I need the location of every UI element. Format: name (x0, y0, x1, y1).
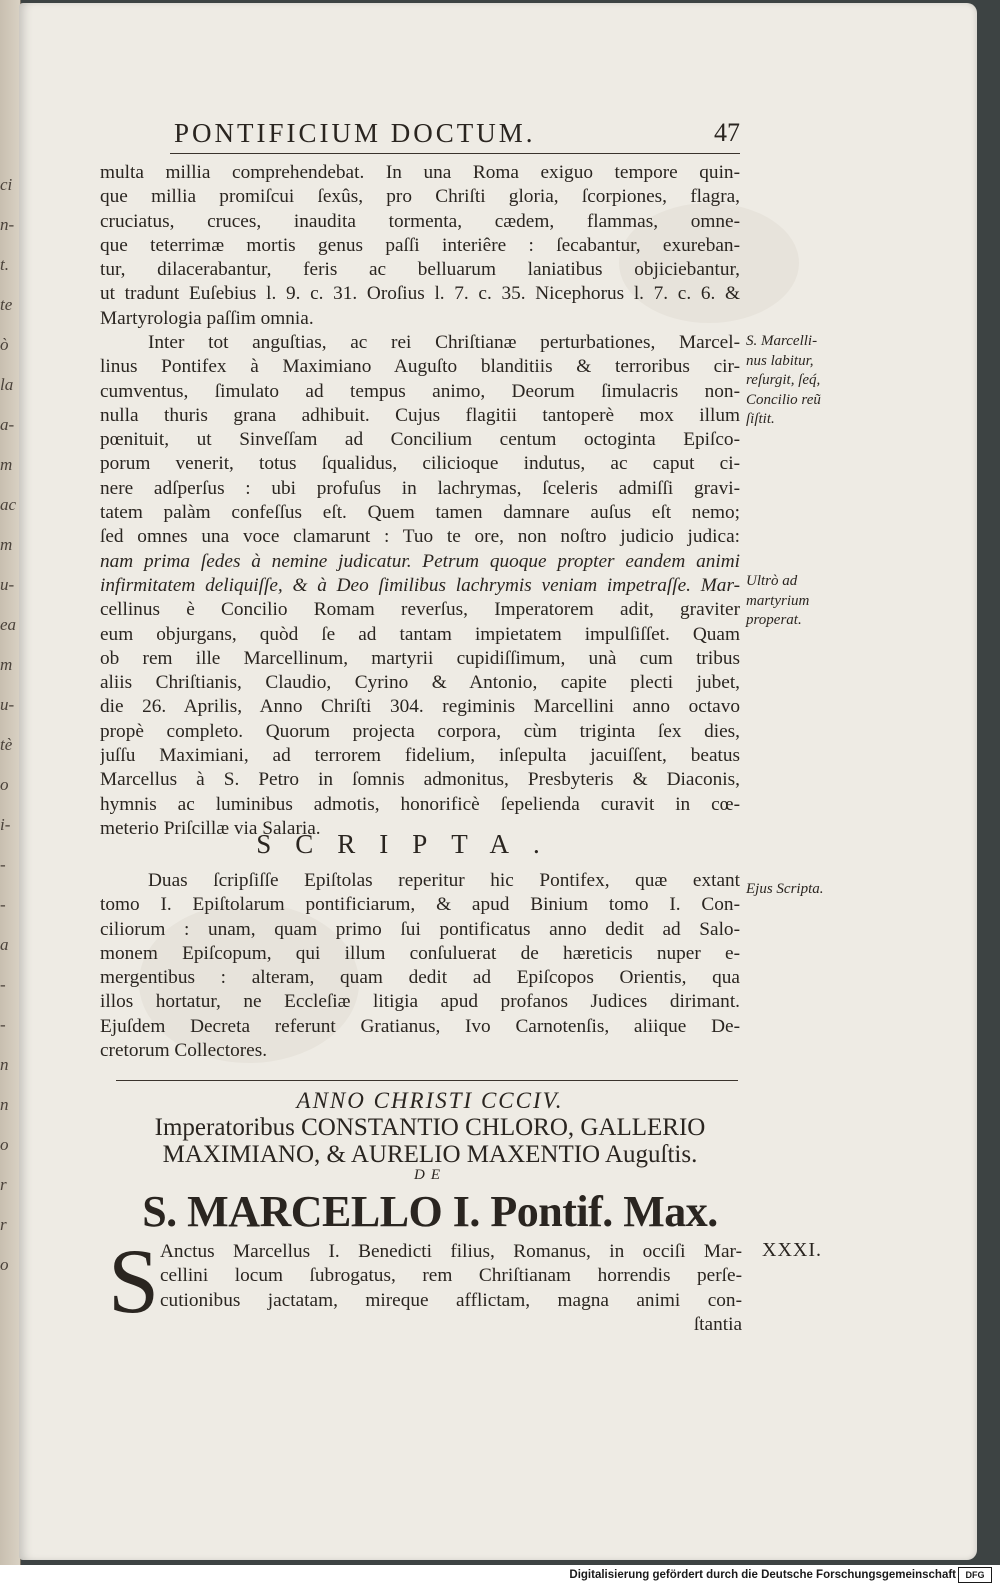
previous-page-fragment: - (0, 975, 6, 994)
previous-page-fragment: o (0, 775, 9, 794)
text-line: cellinus è Concilio Romam reverſus, Imperatorem adit, graviter (100, 599, 740, 621)
previous-page-fragment: t. (0, 255, 9, 274)
text-line: cellini locum ſubrogatus, rem Chriſtianam horrendis perſe- (160, 1265, 742, 1287)
previous-page-fragment: la (0, 375, 14, 394)
previous-page-edge (0, 0, 21, 1565)
previous-page-fragment: r (0, 1215, 7, 1234)
previous-page-fragment: a (0, 935, 9, 954)
text-line: nere adſperſus : ubi profuſus in lachrymas, ſceleris admiſſi gravi- (100, 477, 740, 499)
emperors-line-1: Imperatoribus CONSTANTIO CHLORO, GALLERIO (154, 1114, 706, 1141)
previous-page-fragment: tè (0, 735, 13, 754)
drop-cap: S (108, 1230, 160, 1332)
text-line: pœnituit, ut Sinveſſam ad Concilium centum octoginta Epiſco- (100, 429, 740, 451)
margin-note-line: ſiſtit. (746, 411, 775, 427)
previous-page-fragment: n (0, 1095, 9, 1114)
text-line: que teterrimæ mortis genus paſſi interiêre : ſecabantur, exureban- (100, 234, 740, 256)
text-line: cretorum Collectores. (100, 1040, 268, 1062)
chapter-title: S. MARCELLO I. Pontif. Max. (142, 1187, 718, 1236)
text-line: illos hortatur, ne Eccleſiæ litigia apud profanos Judices dirimant. (100, 991, 740, 1013)
text-line: hymnis ac luminibus admotis, honorificè ſepelienda curavit in cœ- (100, 793, 740, 815)
text-line: Ejuſdem Decreta referunt Gratianus, Ivo Carnotenſis, aliique De- (100, 1015, 740, 1037)
paragraph-4 (160, 1240, 742, 1337)
text-line: tur, dilacerabantur, feris ac belluarum laniatibus objiciebantur, (100, 259, 740, 281)
previous-page-fragment: ea (0, 615, 17, 634)
margin-note-line: S. Marcelli- (746, 333, 818, 349)
text-line: Inter tot anguſtias, ac rei Chriſtianæ perturbationes, Marcel- (148, 332, 740, 353)
margin-note-line: martyrium (746, 592, 810, 609)
text-line: ſed omnes una voce clamarunt : Tuo te ore, non noſtro judicio judica: (100, 526, 740, 548)
text-line: tomo I. Epiſtolarum pontificiarum, & apud Binium tomo I. Con- (100, 894, 740, 916)
emperors-line-2: MAXIMIANO, & AURELIO MAXENTIO Auguſtis. (162, 1141, 698, 1168)
previous-page-fragment: - (0, 855, 6, 874)
text-line: nulla thuris grana adhibuit. Cujus flagitii tantoperè mox illum (100, 404, 740, 426)
previous-page-fragment: o (0, 1135, 9, 1154)
margin-note-line: Ultrò ad (746, 573, 798, 589)
text-line: cumventus, ſimulato ad tempus animo, Deorum ſimulacris non- (100, 380, 740, 402)
paragraph-2 (100, 331, 740, 841)
previous-page-fragment: r (0, 1175, 7, 1194)
margin-note-line: properat. (746, 612, 802, 628)
previous-page-fragment: - (0, 1015, 6, 1034)
text-line: mergentibus : alteram, quam dedit ad Epiſcopos Orientis, qua (100, 967, 740, 989)
page-number: 47 (714, 118, 740, 147)
margin-note-writings (746, 880, 846, 900)
text-line: ob rem ille Marcellinum, martyrii cupidiſſimum, unà cum tribus (100, 647, 740, 669)
text-line: cutionibus jactatam, mireque afflictam, magna animi con- (160, 1289, 742, 1311)
previous-page-fragment: m (0, 655, 13, 674)
page-header (170, 117, 740, 154)
previous-page-fragment: ci (0, 175, 13, 194)
text-line: que millia promiſcui ſexûs, pro Chriſti gloria, ſcorpiones, flagra, (100, 186, 740, 208)
margin-note-line: reſurgit, ſeq́, (746, 372, 821, 388)
text-line: ut tradunt Euſebius l. 9. c. 31. Oroſius l. 7. c. 35. Nicephorus l. 7. c. 6. & (100, 283, 740, 305)
year-heading: ANNO CHRISTI CCCIV. (296, 1088, 564, 1113)
section-numeral: XXXI. (762, 1239, 822, 1261)
text-line: linus Pontifex à Maximiano Auguſto blanditiis & terroribus cir- (100, 356, 740, 378)
text-line: cruciatus, cruces, inaudita tormenta, cædem, flammas, omne- (100, 210, 740, 232)
section-heading: SCRIPTA. (256, 829, 564, 859)
previous-page-fragment: ò (0, 335, 9, 354)
text-line: Marcellus à S. Petro in ſomnis admonitus, Presbyteris & Diaconis, (100, 769, 740, 791)
margin-note-line: nus labitur, (746, 352, 814, 369)
text-line: propè completo. Quorum projecta corpora, cùm triginta ſex dies, (100, 720, 740, 742)
text-line: Martyrologia paſſim omnia. (100, 307, 314, 329)
previous-page-fragment: ac (0, 495, 17, 514)
text-line: eum objurgans, quòd ſe ad tantam impietatem impulſiſſet. Quam (100, 623, 740, 645)
text-line: juſſu Maximiani, ad terrorem fidelium, inſepulta jacuiſſent, beatus (100, 745, 740, 767)
previous-page-fragment: i- (0, 815, 11, 834)
text-line: die 26. Aprilis, Anno Chriſti 304. regiminis Marcellini anno octavo (100, 696, 740, 718)
de-label: DE (414, 1167, 446, 1183)
margin-note-line: Ejus Scripta. (746, 881, 824, 897)
funding-credit: Digitalisierung gefördert durch die Deutsche Forschungsgemeinschaft (569, 1569, 956, 1581)
text-line: monem Epiſcopum, qui illum conſuluerat de hæreticis nuper e- (100, 942, 740, 964)
text-line: infirmitatem deliquiſſe, & à Deo ſimilibus lachrymis veniam impetraſſe. Mar- (100, 574, 740, 596)
previous-page-fragment: n- (0, 215, 15, 234)
previous-page-fragment: - (0, 895, 6, 914)
footer-bar (0, 1565, 1000, 1585)
margin-note-line: Concilio reũ (746, 391, 821, 408)
previous-page-fragment: m (0, 535, 13, 554)
dfg-logo-icon: DFG (958, 1567, 992, 1583)
text-line: meterio Priſcillæ via Salaria. (100, 817, 321, 839)
previous-page-fragment: te (0, 295, 13, 314)
text-line: Duas ſcripſiſſe Epiſtolas reperitur hic Pontifex, quæ extant (148, 870, 740, 891)
previous-page-fragment: m (0, 455, 13, 474)
paragraph-3 (100, 869, 740, 1063)
text-line: aliis Chriſtianis, Claudio, Cyrino & Antonio, capite plecti jubet, (100, 672, 740, 694)
previous-page-fragment: n (0, 1055, 9, 1074)
running-title: PONTIFICIUM DOCTUM. (174, 118, 536, 148)
catchword: ſtantia (693, 1313, 742, 1335)
margin-note-lapse (746, 332, 846, 430)
margin-note-martyrdom (746, 572, 846, 631)
text-line: Anctus Marcellus I. Benedicti filius, Romanus, in occiſi Mar- (160, 1241, 742, 1262)
previous-page-fragment: u- (0, 575, 15, 594)
text-line: multa millia comprehendebat. In una Roma exiguo tempore quin- (100, 162, 740, 183)
text-line: porum venerit, totus ſqualidus, cilicioque indutus, ac caput ci- (100, 453, 740, 475)
previous-page-fragment: o (0, 1255, 9, 1274)
text-line: ciliorum : unam, quam primo ſui pontificatus anno dedit ad Salo- (100, 918, 740, 940)
section-divider (116, 1080, 738, 1081)
previous-page-fragment: u- (0, 695, 15, 714)
text-line: nam prima ſedes à nemine judicatur. Petrum quoque propter eandem animi (100, 550, 740, 572)
paragraph-1 (100, 161, 740, 331)
previous-page-fragment: a- (0, 415, 15, 434)
text-line: tatem palàm confeſſus eſt. Quem tamen damnare auſus eſt nemo; (100, 502, 740, 524)
